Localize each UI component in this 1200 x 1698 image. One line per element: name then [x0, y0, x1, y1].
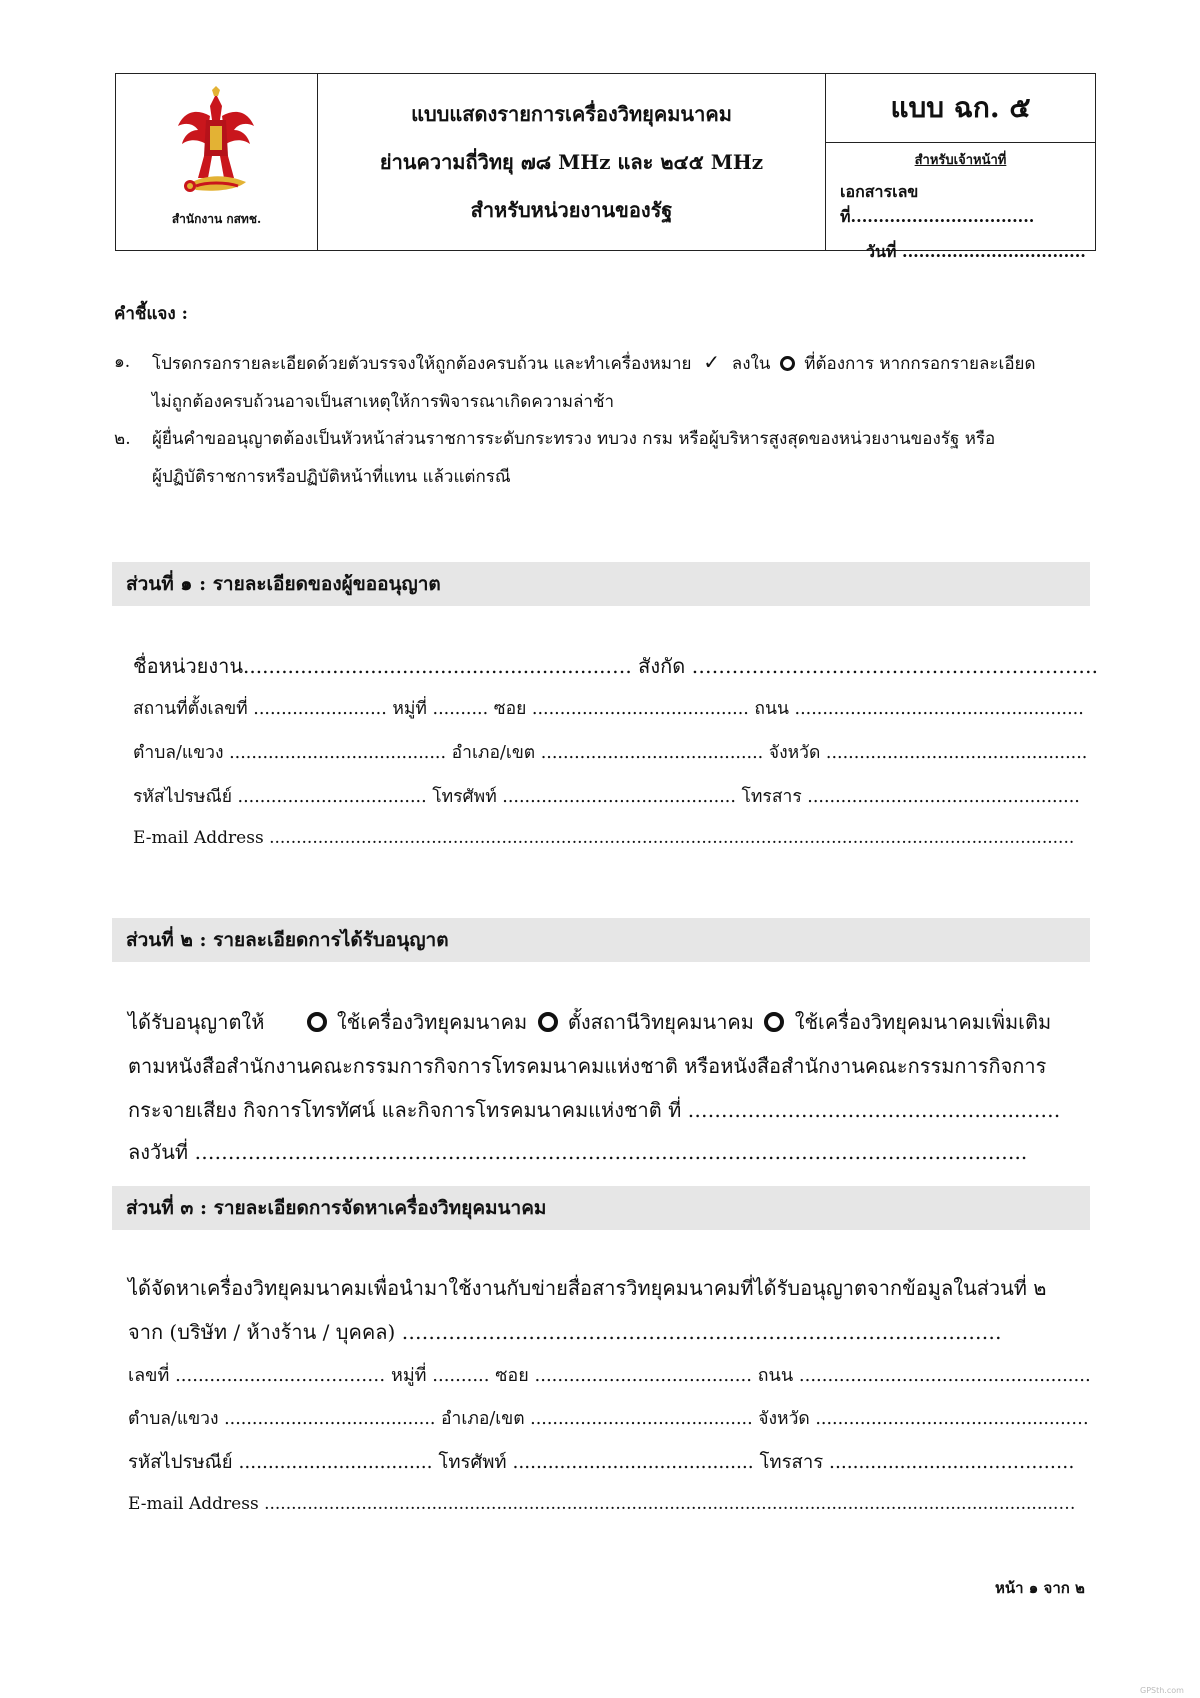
garuda-emblem-icon [176, 86, 256, 206]
instructions-title: คำชี้แจง : [114, 304, 188, 324]
agency-name-field[interactable]: ชื่อหน่วยงาน.........................................................…. สังกัด ……………………………………………………. [133, 654, 1098, 678]
form-header [115, 73, 1096, 261]
postal-phone-field[interactable]: รหัสไปรษณีย์ .................................. โทรศัพท์ .......................................... โทรสาร ................................................. [133, 787, 1080, 807]
permission-type-row [128, 1006, 1051, 1038]
option-set-up-station: ตั้งสถานีวิทยุคมนาคม [567, 1010, 754, 1034]
document-date-field[interactable]: วันที่ ................................. [866, 242, 1086, 261]
form-title [318, 74, 826, 250]
supplier-postal-phone-field[interactable]: รหัสไปรษณีย์ ................................. โทรศัพท์ ......................................... โทรสาร ..........................…………… [128, 1452, 1075, 1473]
district-field[interactable]: ตำบล/แขวง ....................................... อำเภอ/เขต ........................................ จังหวัด ............................................... [133, 743, 1088, 763]
letter-date-field[interactable]: ลงวันที่ …………………………………………………………………………………………………………….. [128, 1140, 1028, 1164]
checkmark-icon: ✓ [696, 350, 727, 374]
instruction-item-2 [114, 420, 1094, 496]
address-field[interactable]: สถานที่ตั้งเลขที่ ........................ หมู่ที่ .......... ซอย ....................................... ถนน .................................................... [133, 699, 1084, 719]
form-number: แบบ ฉก. ๕ [826, 74, 1095, 143]
instruction-text: ไม่ถูกต้องครบถ้วนอาจเป็นสาเหตุให้การพิจารณาเกิดความล่าช้า [152, 392, 615, 412]
title-line-3: สำหรับหน่วยงานของรัฐ [470, 198, 673, 222]
watermark: GPSth.com [1140, 1686, 1184, 1695]
instruction-text: ผู้ยื่นคำขออนุญาตต้องเป็นหัวหน้าส่วนราชการระดับกระทรวง ทบวง กรม หรือผู้บริหารสูงสุดของหน่วยงานของรัฐ หรือ [152, 429, 996, 449]
logo-cell [116, 74, 318, 250]
email-field[interactable]: E-mail Address ..................................................................................................................................................... [133, 828, 1075, 848]
instruction-number: ๑. [114, 352, 131, 372]
instruction-item-1 [114, 343, 1094, 421]
option-use-equipment: ใช้เครื่องวิทยุคมนาคม [336, 1010, 528, 1034]
instruction-text: โปรดกรอกรายละเอียดด้วยตัวบรรจงให้ถูกต้องครบถ้วน และทำเครื่องหมาย [152, 354, 692, 374]
document-number-field[interactable]: เอกสารเลขที่................................. [840, 182, 1035, 226]
office-name: สำนักงาน กสทช. [171, 212, 262, 226]
title-line-1: แบบแสดงรายการเครื่องวิทยุคมนาคม [411, 102, 732, 126]
letter-number-field[interactable]: กระจายเสียง กิจการโทรทัศน์ และกิจการโทรคมนาคมแห่งชาติ ที่ …………………………………………..…… [128, 1098, 1061, 1122]
title-line-2: ย่านความถี่วิทยุ ๗๘ MHz และ ๒๔๕ MHz [379, 150, 764, 174]
radio-use-equipment[interactable] [307, 1012, 327, 1032]
section-1-header: ส่วนที่ ๑ : รายละเอียดของผู้ขออนุญาต [112, 562, 1090, 606]
authority-letter-text: ตามหนังสือสำนักงานคณะกรรมการกิจการโทรคมนาคมแห่งชาติ หรือหนังสือสำนักงานคณะกรรมการกิจการ [128, 1054, 1047, 1078]
staff-only-label: สำหรับเจ้าหน้าที่ [914, 153, 1007, 168]
instruction-text: ลงใน [731, 354, 771, 374]
supplier-field[interactable]: จาก (บริษัท / ห้างร้าน / บุคคล) ……………………………………………………………………………… [128, 1320, 1002, 1344]
section-3-header: ส่วนที่ ๓ : รายละเอียดการจัดหาเครื่องวิทยุคมนาคม [112, 1186, 1090, 1230]
radio-use-additional-equipment[interactable] [764, 1012, 784, 1032]
section-2-header: ส่วนที่ ๒ : รายละเอียดการได้รับอนุญาต [112, 918, 1090, 962]
radio-set-up-station[interactable] [538, 1012, 558, 1032]
permission-lead: ได้รับอนุญาตให้ [128, 1010, 265, 1034]
instruction-text: ผู้ปฏิบัติราชการหรือปฏิบัติหน้าที่แทน แล้วแต่กรณี [152, 467, 511, 487]
procurement-statement: ได้จัดหาเครื่องวิทยุคมนาคมเพื่อนำมาใช้งานกับข่ายสื่อสารวิทยุคมนาคมที่ได้รับอนุญาตจากข้อมูลในส่วนที่ ๒ [128, 1276, 1047, 1300]
form-number-cell [826, 74, 1095, 261]
supplier-district-field[interactable]: ตำบล/แขวง ...................................... อำเภอ/เขต ........................................ จังหวัด ..............................................… [128, 1409, 1089, 1429]
option-use-additional-equipment: ใช้เครื่องวิทยุคมนาคมเพิ่มเติม [794, 1010, 1052, 1034]
radio-circle-icon [780, 356, 795, 371]
supplier-email-field[interactable]: E-mail Address ...................................................................................................................................................… [128, 1494, 1076, 1514]
instruction-text: ที่ต้องการ หากกรอกรายละเอียด [804, 354, 1036, 374]
page-number: หน้า ๑ จาก ๒ [995, 1579, 1085, 1597]
supplier-address-field[interactable]: เลขที่ .....................…………… หมู่ที่ .......... ซอย ...................................... ถนน ................................................... [128, 1365, 1091, 1386]
instruction-number: ๒. [114, 429, 131, 449]
